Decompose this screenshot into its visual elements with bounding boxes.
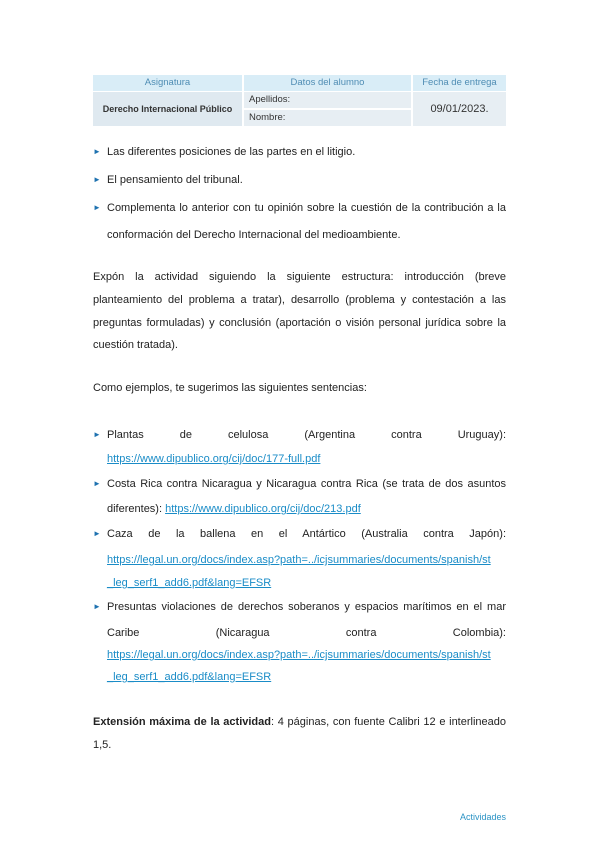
example-title: Costa Rica contra Nicaragua y Nicaragua contra Rica (se trata de dos asuntos [107, 478, 506, 490]
bullet-arrow-icon: ► [93, 147, 101, 156]
example-title: Plantas de celulosa (Argentina contra Uruguay): [107, 429, 506, 441]
footer-label: Actividades [460, 812, 507, 822]
paragraph-line: Expón la actividad siguiendo la siguiente estructura: introducción (breve [93, 271, 506, 283]
extension-line [93, 715, 506, 729]
delivery-date: 09/01/2023. [413, 92, 506, 126]
nombre-field: Nombre: [244, 110, 411, 126]
example-title-continuation: Caribe (Nicaragua contra Colombia): [107, 627, 506, 639]
apellidos-field: Apellidos: [244, 92, 411, 108]
paragraph-line: planteamiento del problema a tratar), desarrollo (problema y contestación a las [93, 294, 506, 306]
bullet-arrow-icon: ► [93, 479, 101, 488]
example-link-continuation[interactable]: _leg_serf1_add6.pdf&lang=EFSR [107, 671, 272, 683]
paragraph-line: preguntas formuladas) y conclusión (aportación o visión personal jurídica sobre la [93, 317, 506, 329]
header-col-asignatura: Asignatura [93, 75, 242, 91]
bullet-arrow-icon: ► [93, 602, 101, 611]
header-col-fecha: Fecha de entrega [413, 75, 506, 91]
extension-line-2: 1,5. [93, 739, 112, 751]
example-title: Caza de la ballena en el Antártico (Australia contra Japón): [107, 528, 506, 540]
subject-name: Derecho Internacional Público [93, 92, 242, 126]
bullet-item: El pensamiento del tribunal. [107, 174, 243, 186]
bullet-arrow-icon: ► [93, 430, 101, 439]
bullet-arrow-icon: ► [93, 529, 101, 538]
example-link[interactable]: https://legal.un.org/docs/index.asp?path=../icjsummaries/documents/spanish/st [107, 554, 491, 566]
extension-bold: Extensión máxima de la actividad [93, 716, 271, 728]
example-label: diferentes): [107, 503, 163, 515]
extension-rest: : 4 páginas, con fuente Calibri 12 e interlineado [271, 716, 506, 728]
bullet-item: Complementa lo anterior con tu opinión sobre la cuestión de la contribución a la [107, 202, 506, 214]
bullet-arrow-icon: ► [93, 175, 101, 184]
example-link-continuation[interactable]: _leg_serf1_add6.pdf&lang=EFSR [107, 577, 272, 589]
example-title: Presuntas violaciones de derechos soberanos y espacios marítimos en el mar [107, 601, 506, 613]
header-col-datos: Datos del alumno [244, 75, 411, 91]
example-link[interactable]: https://www.dipublico.org/cij/doc/213.pdf [165, 503, 361, 515]
paragraph-examples-intro: Como ejemplos, te sugerimos las siguientes sentencias: [93, 382, 367, 394]
bullet-item-continuation: conformación del Derecho Internacional del medioambiente. [107, 229, 401, 241]
bullet-arrow-icon: ► [93, 203, 101, 212]
bullet-item: Las diferentes posiciones de las partes en el litigio. [107, 146, 356, 158]
paragraph-line: cuestión tratada). [93, 339, 178, 351]
header-table [93, 75, 506, 126]
example-link[interactable]: https://www.dipublico.org/cij/doc/177-full.pdf [107, 453, 321, 465]
example-link[interactable]: https://legal.un.org/docs/index.asp?path=../icjsummaries/documents/spanish/st [107, 649, 491, 661]
example-title-continuation [107, 502, 361, 516]
